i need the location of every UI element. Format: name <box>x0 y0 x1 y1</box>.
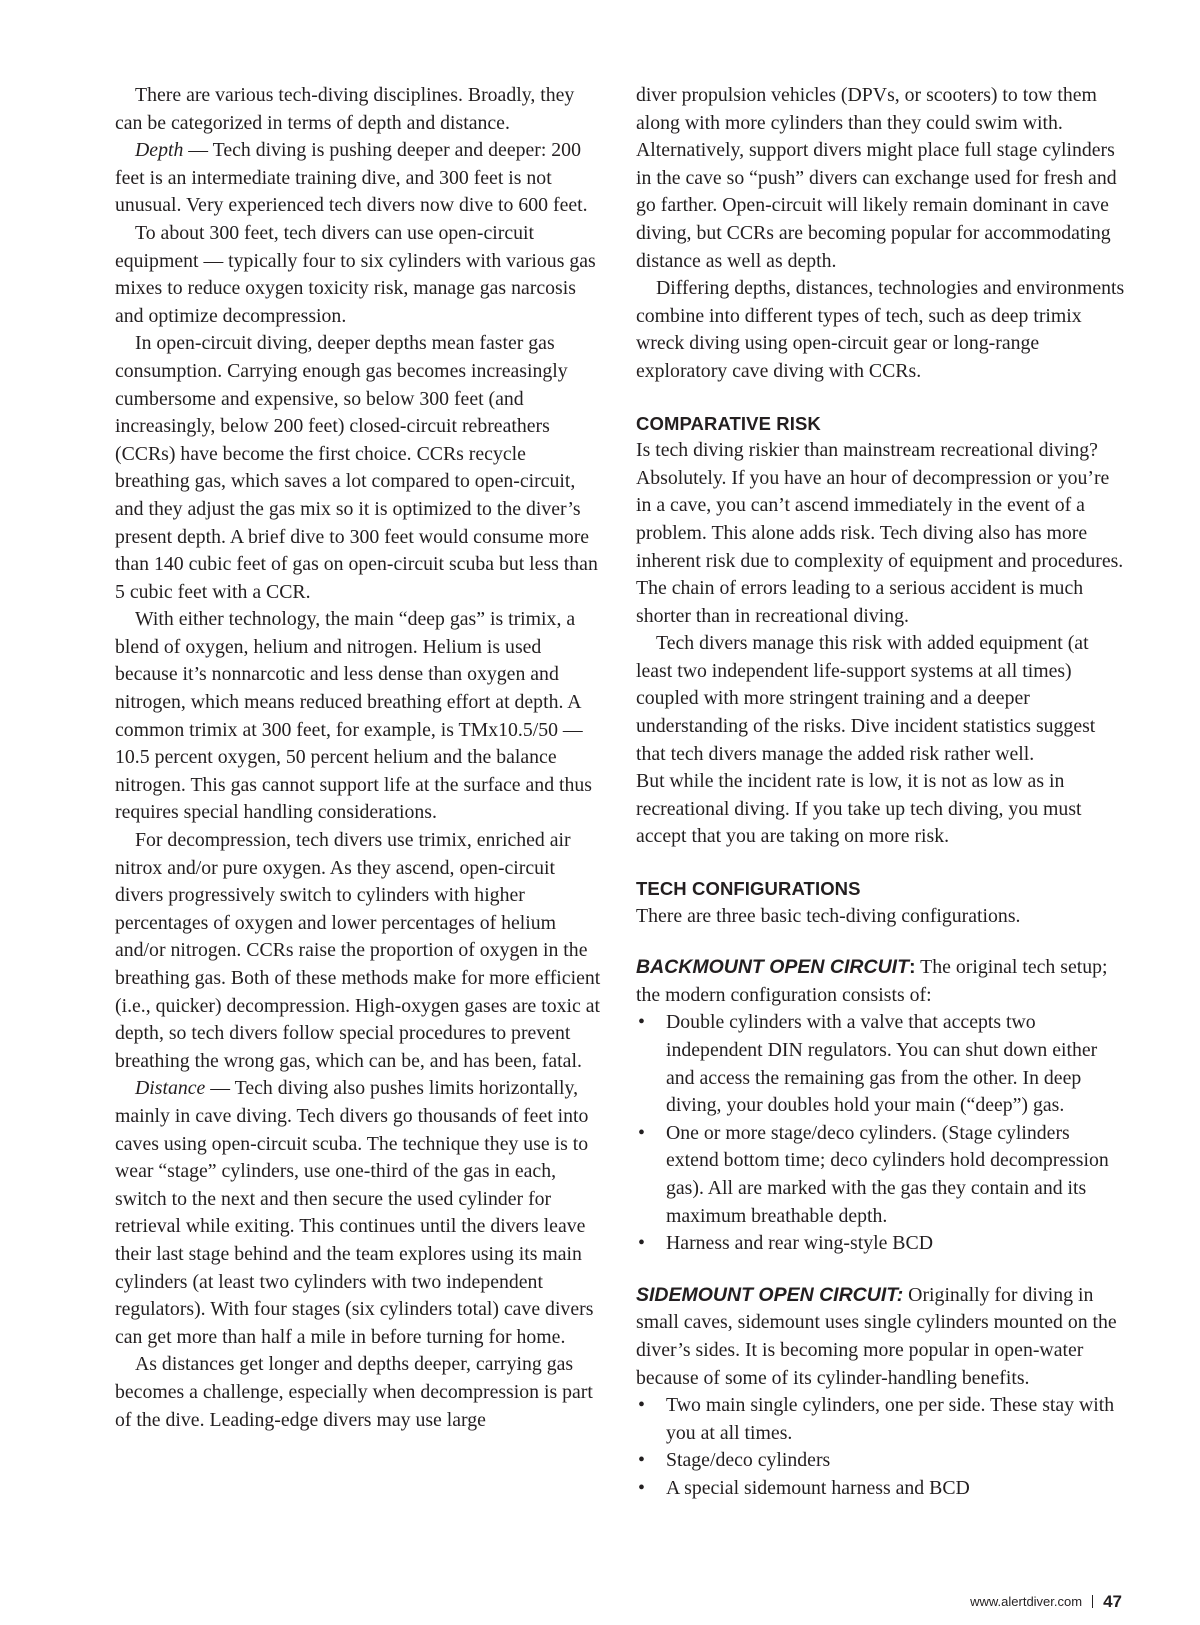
tech-configurations-heading: TECH CONFIGURATIONS <box>636 878 861 900</box>
backmount-intro <box>636 954 1126 1009</box>
depth-text: — Tech diving is pushing deeper and deeper: 200 feet is an intermediate training dive, and 300 feet is not unusual. Very experienced tech divers now dive to 600 feet. <box>115 139 588 217</box>
bullet-icon: • <box>638 1476 645 1499</box>
list-item <box>636 1475 1126 1503</box>
bullet-icon: • <box>638 1121 645 1144</box>
left-column <box>115 82 605 1434</box>
list-item <box>636 1392 1126 1447</box>
bullet-icon: • <box>638 1449 645 1472</box>
list-item <box>636 1447 1126 1475</box>
list-item-text: A special sidemount harness and BCD <box>666 1476 970 1499</box>
list-item <box>636 1230 1126 1258</box>
paragraph: There are various tech-diving disciplines. Broadly, they can be categorized in terms of depth and distance. <box>115 84 575 134</box>
distance-text: — Tech diving also pushes limits horizontally, mainly in cave diving. Tech divers go thousands of feet into caves using open-circuit scuba. The technique they use is to wear “stage” cylinders, use one-third of the gas in each, switch to the next and then secure the used cylinder for retrieval while exiting. This continues until the divers leave their last stage behind and the team explores using its main cylinders (at least two cylinders with two independent regulators). With four stages (six cylinders total) cave divers can get more than half a mile in before turning for home. <box>115 1077 594 1348</box>
backmount-text: The original tech setup; the modern configuration consists of: <box>636 956 1108 1006</box>
sidemount-text: Originally for diving in small caves, sidemount uses single cylinders mounted on the diver’s sides. It is becoming more popular in open-water because of some of its cylinder-handling benefits. <box>636 1283 1117 1389</box>
list-item-text: Two main single cylinders, one per side. These stay with you at all times. <box>666 1394 1115 1444</box>
paragraph: There are three basic tech-diving configurations. <box>636 904 1021 927</box>
right-column <box>636 82 1126 1503</box>
paragraph-depth <box>115 137 605 220</box>
paragraph: Is tech diving riskier than mainstream recreational diving? Absolutely. If you have an hour of decompression or you’re in a cave, you can’t ascend immediately in the event of a problem. This alone adds risk. Tech diving also has more inherent risk due to complexity of equipment and procedures. The chain of errors leading to a serious accident is much shorter than in recreational diving. <box>636 439 1124 627</box>
paragraph: But while the incident rate is low, it is not as low as in recreational diving. If you take up tech diving, you must accept that you are taking on more risk. <box>636 770 1082 848</box>
paragraph: Tech divers manage this risk with added equipment (at least two independent life-support systems at all times) coupled with more stringent training and a deeper understanding of the risks. Dive incident statistics suggest that tech divers manage the added risk rather well. <box>636 632 1096 765</box>
bullet-icon: • <box>638 1232 645 1255</box>
paragraph: With either technology, the main “deep gas” is trimix, a blend of oxygen, helium and nitrogen. Helium is used because it’s nonnarcotic and less dense than oxygen and nitrogen, which means reduced breathing effort at depth. A common trimix at 300 feet, for example, is TMx10.5/50 — 10.5 percent oxygen, 50 percent helium and the balance nitrogen. This gas cannot support life at the surface and thus requires special handling considerations. <box>115 608 593 824</box>
comparative-risk-heading: COMPARATIVE RISK <box>636 412 821 434</box>
bullet-icon: • <box>638 1011 645 1034</box>
paragraph-distance <box>115 1075 605 1351</box>
depth-term: Depth <box>135 139 184 162</box>
list-item <box>636 1009 1126 1119</box>
distance-term: Distance <box>135 1077 206 1100</box>
sidemount-label: SIDEMOUNT OPEN CIRCUIT: <box>636 1283 904 1306</box>
list-item-text: Double cylinders with a valve that accepts two independent DIN regulators. You can shut down either and access the remaining gas from the other. In deep diving, your doubles hold your main (“deep”) gas. <box>666 1011 1098 1117</box>
footer-divider <box>1092 1595 1093 1608</box>
paragraph: To about 300 feet, tech divers can use open-circuit equipment — typically four to six cylinders with various gas mixes to reduce oxygen toxicity risk, manage gas narcosis and optimize decompression. <box>115 221 596 327</box>
sidemount-list <box>636 1392 1126 1502</box>
sidemount-intro <box>636 1282 1126 1392</box>
paragraph: In open-circuit diving, deeper depths mean faster gas consumption. Carrying enough gas becomes increasingly cumbersome and expensive, so below 300 feet (and increasingly, below 200 feet) closed-circuit rebreathers (CCRs) have become the first choice. CCRs recycle breathing gas, which saves a lot compared to open-circuit, and they adjust the gas mix so it is optimized to the diver’s present depth. A brief dive to 300 feet would consume more than 140 cubic feet of gas on open-circuit scuba but less than 5 cubic feet with a CCR. <box>115 332 598 603</box>
paragraph: Differing depths, distances, technologies and environments combine into different types of tech, such as deep trimix wreck diving using open-circuit gear or long-range exploratory cave diving with CCRs. <box>636 277 1125 382</box>
paragraph: As distances get longer and depths deeper, carrying gas becomes a challenge, especially when decompression is part of the dive. Leading-edge divers may use large <box>115 1353 593 1431</box>
paragraph: diver propulsion vehicles (DPVs, or scooters) to tow them along with more cylinders than they could swim with. Alternatively, support divers might place full stage cylinders in the cave so “push” divers can exchange used for fresh and go farther. Open-circuit will likely remain dominant in cave diving, but CCRs are becoming popular for accommodating distance as well as depth. <box>636 84 1117 272</box>
list-item-text: Stage/deco cylinders <box>666 1449 831 1472</box>
paragraph: For decompression, tech divers use trimix, enriched air nitrox and/or pure oxygen. As they ascend, open-circuit divers progressively switch to cylinders with higher percentages of oxygen and lower percentages of helium and/or nitrogen. CCRs raise the proportion of oxygen in the breathing gas. Both of these methods make for more efficient (i.e., quicker) decompression. High-oxygen gases are toxic at depth, so tech divers follow special procedures to prevent breathing the wrong gas, which can be, and has been, fatal. <box>115 829 601 1072</box>
list-item-text: One or more stage/deco cylinders. (Stage cylinders extend bottom time; deco cylinders hold decompression gas). All are marked with the gas they contain and its maximum breathable depth. <box>666 1121 1109 1227</box>
page-number: 47 <box>1103 1592 1122 1611</box>
website-link[interactable]: www.alertdiver.com <box>970 1594 1083 1609</box>
backmount-label: BACKMOUNT OPEN CIRCUIT <box>636 956 909 979</box>
sidemount-section <box>636 1282 1126 1503</box>
page-footer <box>970 1592 1122 1612</box>
list-item-text: Harness and rear wing-style BCD <box>666 1232 933 1255</box>
backmount-list <box>636 1009 1126 1257</box>
list-item <box>636 1120 1126 1230</box>
bullet-icon: • <box>638 1394 645 1417</box>
backmount-colon: : <box>909 956 916 979</box>
backmount-section <box>636 954 1126 1258</box>
